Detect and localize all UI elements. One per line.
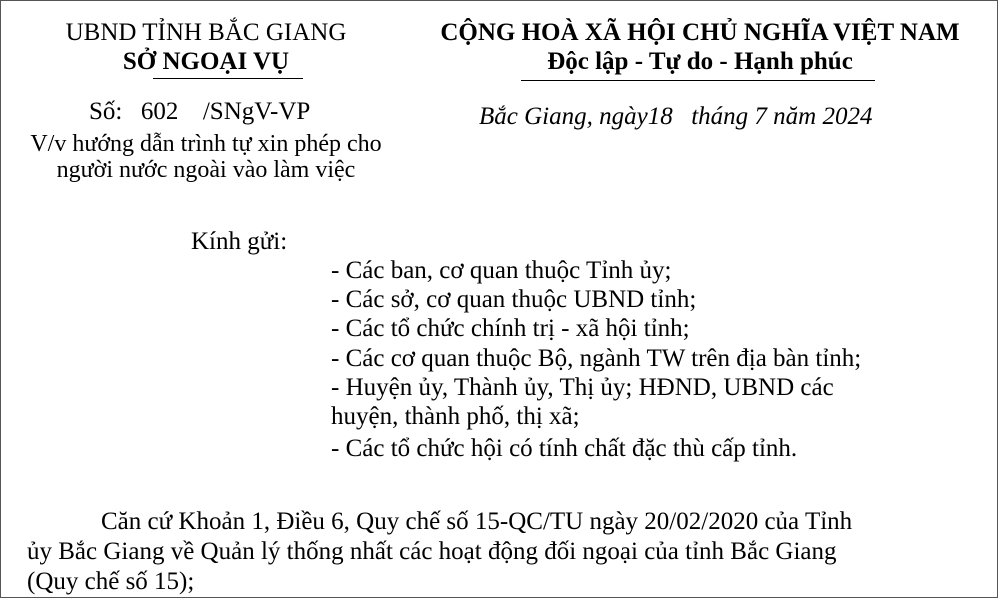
recipient-item: - Các ban, cơ quan thuộc Tỉnh ủy; (331, 257, 672, 284)
recipient-item-continued: huyện, thành phố, thị xã; (331, 403, 580, 430)
subject-line-1: V/v hướng dẫn trình tự xin phép cho (30, 131, 382, 157)
number-suffix: /SNgV-VP (202, 98, 311, 125)
date-line (479, 102, 872, 132)
recipient-item: - Các cơ quan thuộc Bộ, ngành TW trên địa bàn tỉnh; (331, 345, 862, 372)
recipient-item: - Huyện ủy, Thành ủy, Thị ủy; HĐND, UBND các (331, 374, 834, 401)
country-name: CỘNG HOÀ XÃ HỘI CHỦ NGHĨA VIỆT NAM (440, 19, 960, 46)
date-day: 18 (647, 103, 673, 130)
document-number (89, 97, 310, 127)
body-paragraph-line-3: (Quy chế số 15); (27, 568, 195, 595)
org-name-underline (153, 78, 303, 79)
motto-underline (521, 80, 875, 81)
recipient-item: - Các tổ chức chính trị - xã hội tỉnh; (331, 315, 690, 342)
body-paragraph-line-1: Căn cứ Khoản 1, Điều 6, Quy chế số 15-QC/TU ngày 20/02/2020 của Tỉnh (101, 508, 853, 535)
recipient-item: - Các sở, cơ quan thuộc UBND tỉnh; (331, 286, 697, 313)
number-value: 602 (140, 98, 179, 125)
org-name: SỞ NGOẠI VỤ (122, 48, 290, 75)
salutation: Kính gửi: (191, 228, 288, 255)
date-rest: tháng 7 năm 2024 (691, 103, 873, 130)
body-paragraph-line-2: ủy Bắc Giang về Quản lý thống nhất các hoạt động đối ngoại của tỉnh Bắc Giang (27, 538, 837, 565)
date-place: Bắc Giang, ngày (479, 103, 648, 130)
org-parent: UBND TỈNH BẮC GIANG (65, 19, 347, 46)
national-motto: Độc lập - Tự do - Hạnh phúc (547, 48, 853, 75)
number-prefix: Số: (89, 98, 123, 125)
subject-line-2: người nước ngoài vào làm việc (56, 157, 356, 183)
recipient-item: - Các tổ chức hội có tính chất đặc thù cấp tỉnh. (331, 435, 798, 462)
